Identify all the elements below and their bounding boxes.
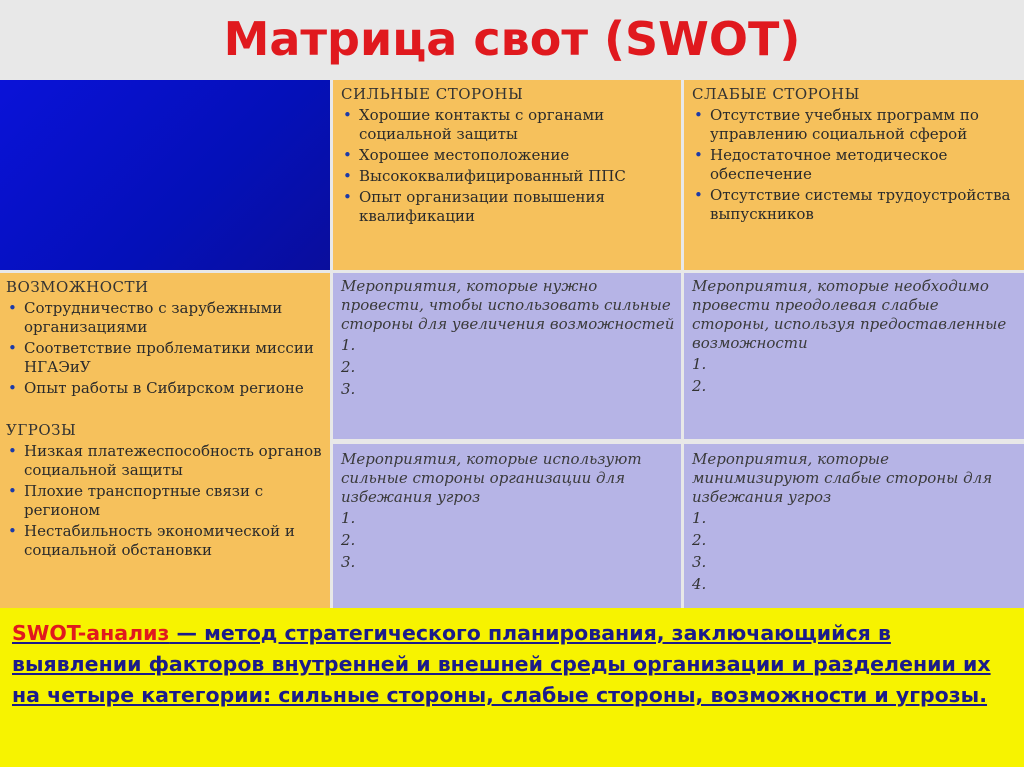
list-item: • Опыт работы в Сибирском регионе <box>6 379 324 398</box>
list-number: 3. <box>692 553 707 571</box>
list-number: 1. <box>692 509 707 527</box>
swot-matrix <box>0 80 1024 608</box>
list-item: • Отсутствие учебных программ по управлению социальной сферой <box>692 106 1018 144</box>
weaknesses-cell <box>684 80 1024 270</box>
wt-strategy-cell <box>684 444 1024 608</box>
so-description: Мероприятия, которые нужно провести, чтобы использовать сильные стороны для увеличения возможностей <box>341 277 675 333</box>
list-item: • Сотрудничество с зарубежными организациями <box>6 299 324 337</box>
list-item: • Низкая платежеспособность органов социальной защиты <box>6 442 324 480</box>
definition-term: SWOT-анализ <box>12 621 170 645</box>
definition-text: — метод стратегического планирования, заключающийся в выявлении факторов внутренней и внешней среды организации и разделении их на четыре категории: сильные стороны, слабые стороны, возможности и угрозы. <box>12 621 991 707</box>
strengths-heading: СИЛЬНЫЕ СТОРОНЫ <box>341 85 524 103</box>
page-title: Матрица свот (SWOT) <box>223 12 801 66</box>
list-item: • Хорошие контакты с органами социальной защиты <box>341 106 675 144</box>
threats-heading: УГРОЗЫ <box>6 421 77 439</box>
list-number: 4. <box>692 575 707 593</box>
list-item: • Недостаточное методическое обеспечение <box>692 146 1018 184</box>
list-number: 2. <box>341 358 356 376</box>
wt-description: Мероприятия, которые минимизируют слабые стороны для избежания угроз <box>692 450 993 506</box>
list-item: • Отсутствие системы трудоустройства выпускников <box>692 186 1018 224</box>
weaknesses-heading: СЛАБЫЕ СТОРОНЫ <box>692 85 860 103</box>
list-number: 3. <box>341 553 356 571</box>
list-item: • Соответствие проблематики миссии НГАЭиУ <box>6 339 324 377</box>
list-number: 1. <box>341 336 356 354</box>
swot-definition <box>0 608 1024 767</box>
list-number: 2. <box>341 531 356 549</box>
list-item: • Плохие транспортные связи с регионом <box>6 482 324 520</box>
opportunities-heading: ВОЗМОЖНОСТИ <box>6 278 149 296</box>
list-number: 2. <box>692 531 707 549</box>
list-number: 1. <box>341 509 356 527</box>
list-item: • Высококвалифицированный ППС <box>341 167 675 186</box>
list-number: 2. <box>692 377 707 395</box>
matrix-corner <box>0 80 330 270</box>
wo-strategy-cell <box>684 273 1024 439</box>
list-item: • Хорошее местоположение <box>341 146 675 165</box>
list-item: • Опыт организации повышения квалификации <box>341 188 675 226</box>
opportunities-threats-cell <box>0 273 330 608</box>
st-strategy-cell <box>333 444 681 608</box>
wo-description: Мероприятия, которые необходимо провести преодолевая слабые стороны, используя предоставленные возможности <box>692 277 1007 352</box>
list-number: 1. <box>692 355 707 373</box>
strengths-cell <box>333 80 681 270</box>
list-number: 3. <box>341 380 356 398</box>
list-item: • Нестабильность экономической и социальной обстановки <box>6 522 324 560</box>
st-description: Мероприятия, которые используют сильные стороны организации для избежания угроз <box>341 450 642 506</box>
so-strategy-cell <box>333 273 681 439</box>
